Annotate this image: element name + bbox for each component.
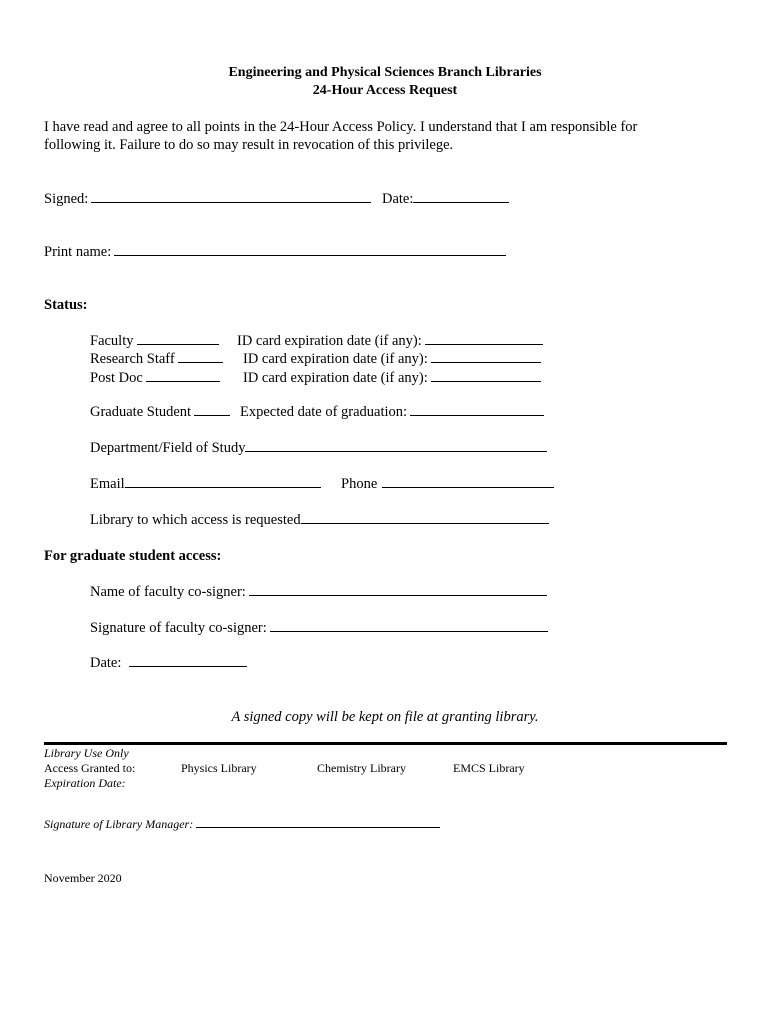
graduate-student-line[interactable] [194, 414, 230, 416]
signed-line[interactable] [91, 201, 371, 203]
emcs-library-option[interactable]: EMCS Library [453, 761, 525, 775]
cosigner-date-line[interactable] [129, 665, 247, 667]
research-staff-label: Research Staff [90, 351, 175, 367]
manager-signature-label: Signature of Library Manager: [44, 817, 194, 831]
signed-row [44, 191, 371, 208]
email-label: Email [90, 476, 125, 492]
form-subtitle: 24-Hour Access Request [312, 83, 458, 98]
graduate-access-heading: For graduate student access: [44, 548, 222, 564]
cosigner-date-label: Date: [90, 655, 122, 671]
email-row [90, 476, 321, 493]
post-doc-id-row [243, 370, 541, 387]
manager-signature-row [44, 817, 440, 832]
phone-row [341, 476, 554, 493]
faculty-id-row [237, 333, 543, 350]
print-name-row [44, 244, 506, 261]
cosigner-signature-line[interactable] [270, 630, 548, 632]
post-doc-id-line[interactable] [431, 380, 541, 382]
faculty-id-label: ID card expiration date (if any): [237, 333, 422, 349]
research-staff-line[interactable] [178, 361, 223, 363]
research-staff-id-label: ID card expiration date (if any): [243, 351, 428, 367]
research-staff-row [90, 351, 223, 368]
faculty-label: Faculty [90, 333, 134, 349]
cosigner-signature-label: Signature of faculty co-signer: [90, 620, 267, 636]
department-label: Department/Field of Study [90, 440, 246, 456]
graduation-date-label: Expected date of graduation: [240, 404, 408, 420]
library-requested-label: Library to which access is requested [90, 512, 301, 528]
post-doc-line[interactable] [146, 380, 220, 382]
form-title: Engineering and Physical Sciences Branch Libraries [228, 65, 542, 80]
access-granted-label: Access Granted to: [44, 761, 136, 775]
cosigner-name-row [90, 584, 547, 601]
physics-library-option[interactable]: Physics Library [181, 761, 257, 775]
filing-note: A signed copy will be kept on file at granting library. [231, 709, 539, 725]
email-line[interactable] [125, 486, 321, 488]
library-use-heading: Library Use Only [44, 746, 129, 760]
post-doc-row [90, 370, 220, 387]
status-heading: Status: [44, 297, 88, 313]
date-line[interactable] [413, 201, 509, 203]
post-doc-label: Post Doc [90, 370, 143, 386]
faculty-line[interactable] [137, 343, 219, 345]
revision-date: November 2020 [44, 871, 122, 885]
library-requested-row [90, 512, 549, 529]
intro-line-1: I have read and agree to all points in the 24-Hour Access Policy. I understand that I am responsible for [44, 119, 638, 135]
library-requested-line[interactable] [301, 522, 549, 524]
department-row [90, 440, 547, 457]
cosigner-name-label: Name of faculty co-signer: [90, 584, 246, 600]
manager-signature-line[interactable] [196, 826, 440, 828]
phone-label: Phone [341, 476, 378, 492]
library-use-divider [44, 742, 727, 745]
cosigner-date-row [90, 655, 247, 672]
graduate-student-row [90, 404, 230, 421]
date-label: Date: [382, 191, 414, 207]
faculty-row [90, 333, 219, 350]
post-doc-id-label: ID card expiration date (if any): [243, 370, 428, 386]
graduation-date-line[interactable] [410, 414, 544, 416]
research-staff-id-line[interactable] [431, 361, 541, 363]
intro-line-2: following it. Failure to do so may result in revocation of this privilege. [44, 137, 454, 153]
date-row [382, 191, 509, 208]
cosigner-signature-row [90, 620, 548, 637]
cosigner-name-line[interactable] [249, 594, 547, 596]
research-staff-id-row [243, 351, 541, 368]
signed-label: Signed: [44, 191, 89, 207]
print-name-label: Print name: [44, 244, 112, 260]
expiration-date-label: Expiration Date: [44, 776, 126, 790]
faculty-id-line[interactable] [425, 343, 543, 345]
department-line[interactable] [245, 450, 547, 452]
chemistry-library-option[interactable]: Chemistry Library [317, 761, 406, 775]
print-name-line[interactable] [114, 254, 506, 256]
graduate-student-label: Graduate Student [90, 404, 192, 420]
graduation-date-row [240, 404, 544, 421]
phone-line[interactable] [382, 486, 554, 488]
